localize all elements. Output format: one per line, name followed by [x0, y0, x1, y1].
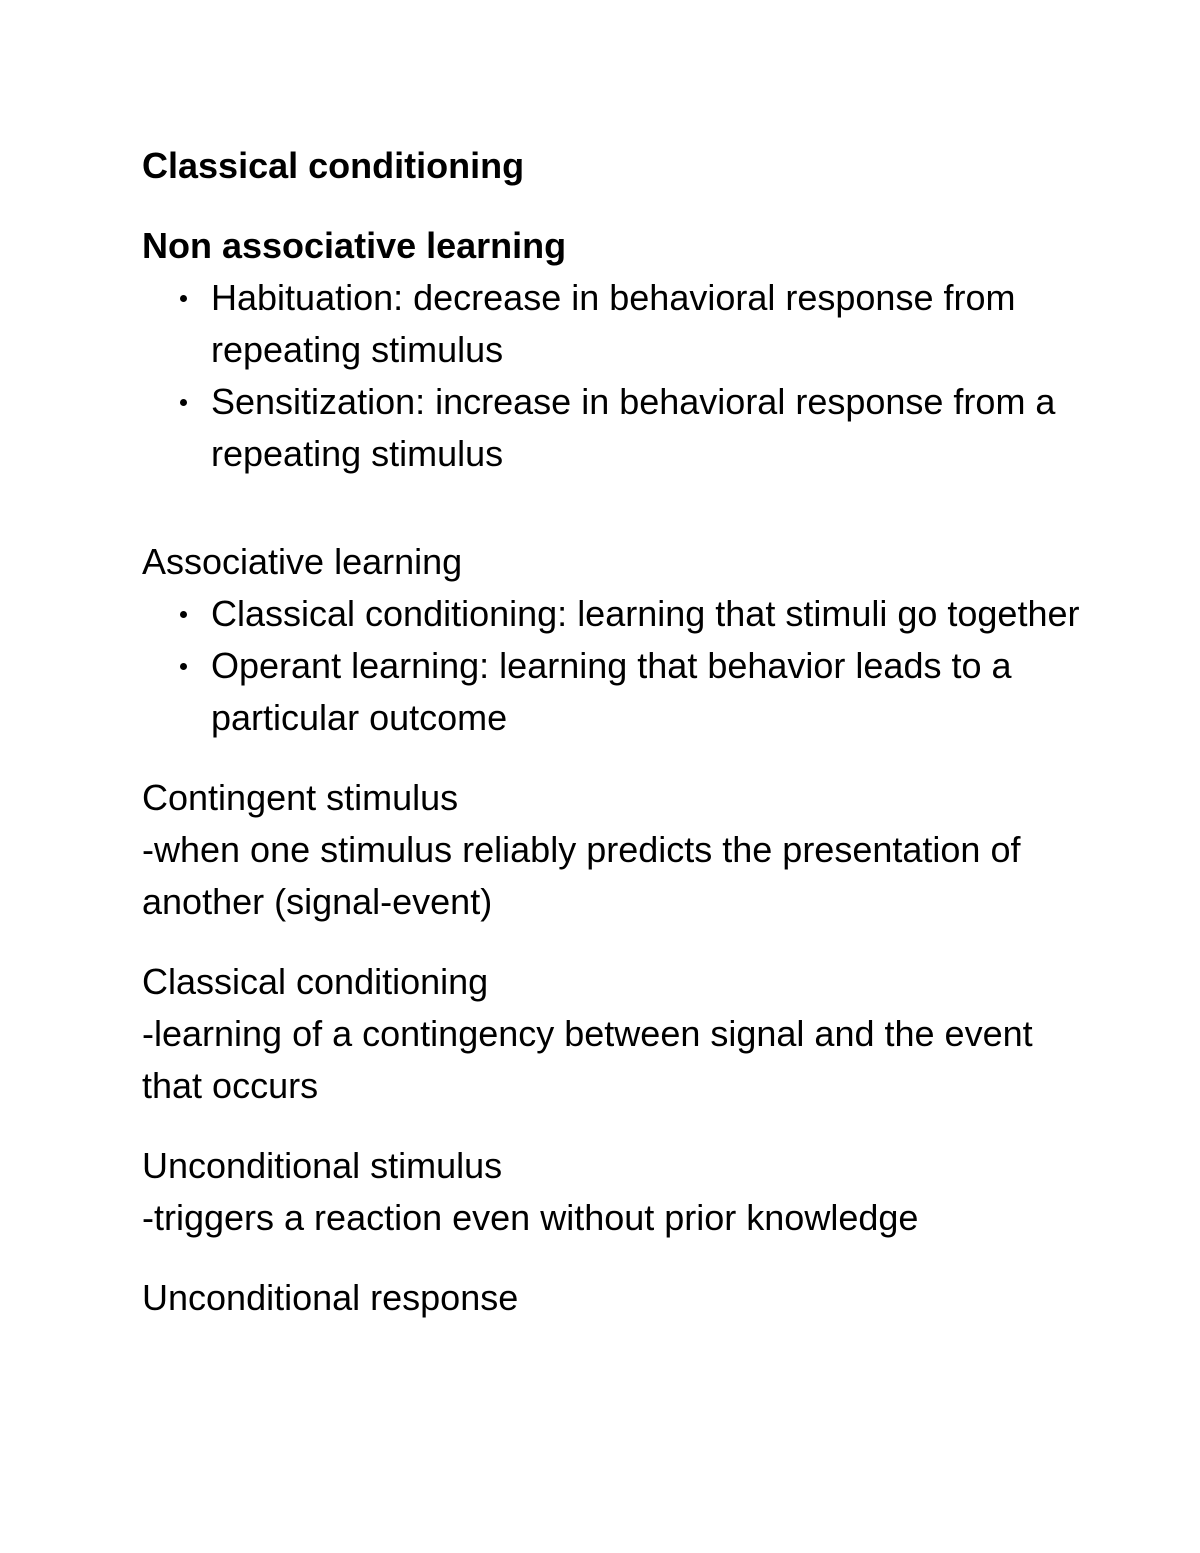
- list-item: [142, 588, 1082, 640]
- document-body: [142, 140, 1082, 1324]
- section-contingent-stimulus: [142, 772, 1082, 928]
- section-definition: -triggers a reaction even without prior knowledge: [142, 1197, 919, 1238]
- section-unconditional-response: [142, 1272, 1082, 1324]
- bullet-icon: [180, 663, 187, 670]
- list-item: [142, 272, 1082, 376]
- bullet-list: [142, 272, 1082, 480]
- list-item-text: Habituation: decrease in behavioral response from repeating stimulus: [211, 277, 1016, 370]
- list-item-text: Sensitization: increase in behavioral response from a repeating stimulus: [211, 381, 1056, 474]
- document-title: Classical conditioning: [142, 145, 525, 186]
- section-heading: Associative learning: [142, 541, 463, 582]
- bullet-icon: [180, 295, 187, 302]
- section-heading: Non associative learning: [142, 225, 567, 266]
- section-definition: -when one stimulus reliably predicts the presentation of another (signal-event): [142, 829, 1021, 922]
- section-heading: Classical conditioning: [142, 961, 489, 1002]
- list-item: [142, 640, 1082, 744]
- section-classical-conditioning: [142, 956, 1082, 1112]
- list-item-text: Classical conditioning: learning that stimuli go together: [211, 593, 1080, 634]
- section-heading: Unconditional stimulus: [142, 1145, 503, 1186]
- bullet-list: [142, 588, 1082, 744]
- list-item-text: Operant learning: learning that behavior leads to a particular outcome: [211, 645, 1012, 738]
- section-non-associative-learning: [142, 220, 1082, 480]
- section-associative-learning: [142, 536, 1082, 744]
- bullet-icon: [180, 611, 187, 618]
- bullet-icon: [180, 399, 187, 406]
- section-definition: -learning of a contingency between signal and the event that occurs: [142, 1013, 1033, 1106]
- list-item: [142, 376, 1082, 480]
- section-heading: Contingent stimulus: [142, 777, 459, 818]
- section-unconditional-stimulus: [142, 1140, 1082, 1244]
- section-heading: Unconditional response: [142, 1277, 519, 1318]
